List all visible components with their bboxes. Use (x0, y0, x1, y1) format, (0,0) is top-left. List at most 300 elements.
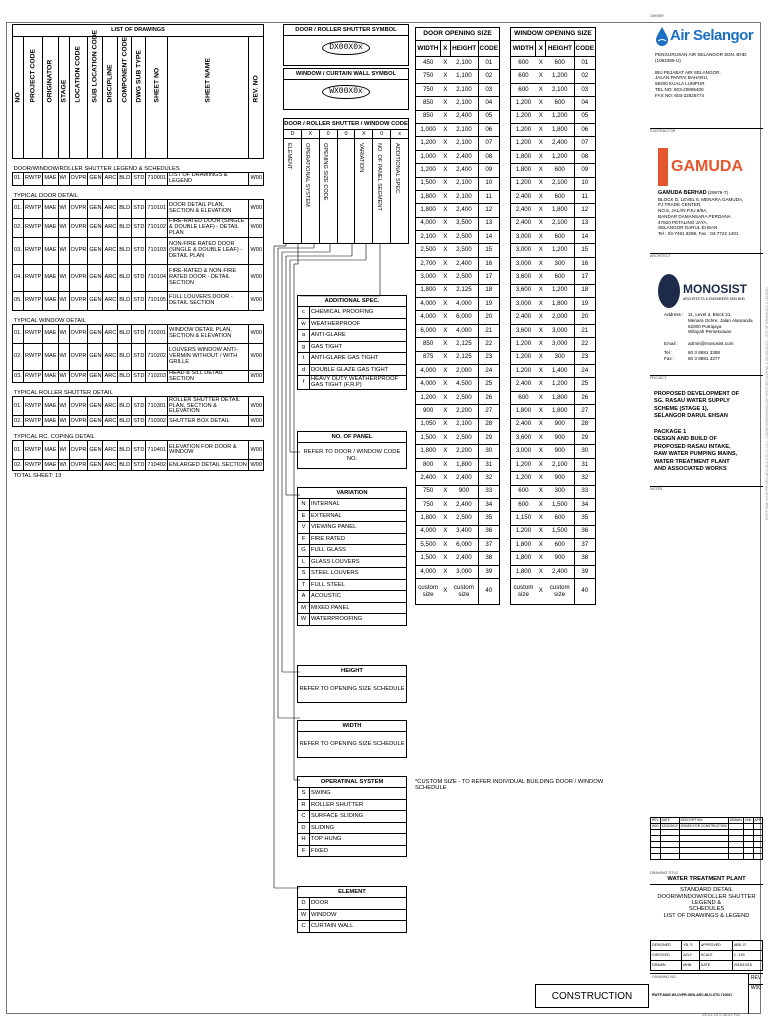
table-row (511, 298, 596, 311)
table-row (511, 57, 596, 70)
window-size-height: 1,500 (546, 525, 574, 538)
list-item (298, 614, 407, 626)
door-size-height: 6,000 (450, 539, 478, 552)
door-size-code: 02 (478, 70, 499, 83)
lod-cell: MAE (43, 460, 58, 471)
table-row (511, 579, 596, 605)
window-size-x: X (536, 244, 546, 257)
window-size-code: 03 (574, 83, 595, 96)
window-size-x: X (536, 498, 546, 511)
list-item (298, 898, 407, 910)
window-size-x: X (536, 485, 546, 498)
lod-section-row (13, 383, 264, 397)
gamuda-mark-icon (658, 148, 668, 186)
code-title: DOOR / ROLLER SHUTTER / WINDOW CODE (284, 119, 408, 130)
code-col (302, 139, 320, 244)
lod-col-header (103, 37, 118, 159)
lod-cell: ENLARGED DETAIL SECTION (168, 460, 249, 471)
door-size-x: X (440, 83, 450, 96)
table-row (416, 485, 500, 498)
window-size-width: 1,200 (511, 123, 536, 136)
window-size-height: 1,800 (546, 298, 574, 311)
window-size-code: 04 (574, 97, 595, 110)
door-size-code: 17 (478, 271, 499, 284)
lod-cell: MAE (43, 218, 58, 237)
window-size-x: X (536, 137, 546, 150)
window-size-width: 1,800 (511, 164, 536, 177)
table-row (511, 83, 596, 96)
window-size-code: 10 (574, 177, 595, 190)
element-key: C (298, 921, 310, 933)
list-item (298, 568, 407, 580)
window-size-width: 1,200 (511, 338, 536, 351)
height-table (297, 665, 407, 703)
contractor-label: CONTRACTOR (650, 129, 676, 134)
window-size-width: 2,400 (511, 311, 536, 324)
lod-cell: WI (58, 199, 69, 218)
window-size-width: 1,800 (511, 539, 536, 552)
window-size-code: 37 (574, 539, 595, 552)
door-size-code: 04 (478, 97, 499, 110)
lod-col-label: PROJECT CODE (29, 48, 37, 103)
lod-cell: 710001 (146, 173, 168, 186)
door-size-x: X (440, 123, 450, 136)
window-size-code: 24 (574, 364, 595, 377)
lod-section-title: TYPICAL DOOR DETAIL (13, 185, 264, 199)
table-row (511, 512, 596, 525)
table-row (511, 324, 596, 337)
lod-cell: HEAD & SILL DETAIL SECTION (168, 370, 249, 383)
door-size-code: 18 (478, 284, 499, 297)
table-row (416, 70, 500, 83)
lod-cell: MAE (43, 199, 58, 218)
door-size-x: X (440, 552, 450, 565)
window-size-height: 1,200 (546, 70, 574, 83)
table-row (416, 190, 500, 203)
code-col-label: OPERATIONAL SYSTEM (304, 143, 311, 207)
lod-cell: ELEVATION FOR DOOR & WINDOW (168, 441, 249, 460)
window-size-height: 1,500 (546, 498, 574, 511)
lod-cell: RWTP (24, 218, 43, 237)
table-row (416, 579, 500, 605)
lod-cell: 05. (13, 291, 24, 310)
door-size-x: X (440, 525, 450, 538)
additional-spec-table (297, 295, 407, 390)
lod-cell: WI (58, 324, 69, 343)
window-size-code: 40 (574, 579, 595, 605)
contractor-line: NO.8, JALAN PJU 8/8A, (658, 208, 708, 214)
lod-cell: 710101 (146, 199, 168, 218)
window-size-x: X (536, 97, 546, 110)
door-size-code: 25 (478, 378, 499, 391)
variation-key: E (298, 510, 310, 522)
window-symbol: WX00X0x (322, 85, 370, 100)
meta-label: SCALE (699, 951, 732, 961)
list-item (298, 799, 407, 811)
drawing-title-block (650, 872, 763, 919)
lod-cell: FULL LOUVERS DOOR - DETAIL SECTION (168, 291, 249, 310)
window-size-width: 3,600 (511, 284, 536, 297)
tel: 60 3 8881 3388 (688, 349, 720, 355)
lod-col-label: ORIGINATOR (46, 59, 54, 103)
table-row (511, 190, 596, 203)
additional-value: ANTI-GLARE (310, 330, 407, 342)
window-size-width: 2,400 (511, 418, 536, 431)
window-size-height: 300 (546, 485, 574, 498)
door-size-height: 2,400 (450, 257, 478, 270)
door-size-x: X (440, 177, 450, 190)
table-row (511, 284, 596, 297)
lod-col-label: NO (14, 92, 22, 103)
door-size-width: 1,200 (416, 391, 441, 404)
table-row (416, 110, 500, 123)
door-size-width: 1,000 (416, 123, 441, 136)
variation-value: FIRE RATED (310, 533, 407, 545)
additional-key: t (298, 353, 310, 365)
list-item (298, 822, 407, 834)
window-size-x: X (536, 190, 546, 203)
window-size-width: 3,600 (511, 431, 536, 444)
lod-cell: GEN (88, 237, 103, 264)
door-size-x: X (440, 458, 450, 471)
door-size-code: 34 (478, 498, 499, 511)
window-size-x: X (536, 445, 546, 458)
window-size-x: X (536, 525, 546, 538)
window-size-x: X (536, 391, 546, 404)
door-size-code: 28 (478, 418, 499, 431)
meta-value: ABD. R (732, 941, 762, 951)
contractor-line: Tel : 03-7491 8288, Fax : 03-7722 1401 (658, 231, 739, 236)
variation-key: S (298, 568, 310, 580)
table-row (416, 565, 500, 578)
variation-table (297, 487, 407, 626)
table-row (416, 137, 500, 150)
door-size-width: 850 (416, 338, 441, 351)
table-row (13, 324, 264, 343)
door-size-height: 2,100 (450, 83, 478, 96)
door-size-width: 1,500 (416, 177, 441, 190)
door-size-width: 1,500 (416, 552, 441, 565)
variation-key: G (298, 545, 310, 557)
window-size-width: 600 (511, 498, 536, 511)
window-size-x: X (536, 418, 546, 431)
table-row (416, 338, 500, 351)
meta-value: MHB (682, 961, 700, 971)
code-col (320, 139, 338, 244)
window-size-code: 39 (574, 565, 595, 578)
window-size-width: 600 (511, 485, 536, 498)
code-col-label: VARIATION (357, 143, 364, 173)
window-symbol-title: WINDOW / CURTAIN WALL SYMBOL (284, 69, 408, 80)
lod-total: TOTAL SHEET: 13 (13, 473, 62, 480)
window-size-height: 900 (546, 472, 574, 485)
lod-section-row (13, 310, 264, 324)
list-item (298, 788, 407, 800)
lod-col-label: COMPONENT CODE (121, 36, 129, 103)
door-size-code: 14 (478, 231, 499, 244)
operational-key: D (298, 822, 310, 834)
door-size-width: 1,800 (416, 284, 441, 297)
window-size-x: X (536, 271, 546, 284)
lod-cell: MAE (43, 416, 58, 427)
lod-cell: DOOR DETAIL PLAN, SECTION & ELEVATION (168, 199, 249, 218)
lod-section-title: DOOR/WINDOW/ROLLER SHUTTER LEGEND & SCHEDULES (13, 159, 264, 173)
door-size-code: 35 (478, 512, 499, 525)
window-size-height: 2,100 (546, 83, 574, 96)
window-size-height: 1,200 (546, 284, 574, 297)
door-size-width: 1,800 (416, 204, 441, 217)
lod-cell: 710105 (146, 291, 168, 310)
door-size-height: custom size (450, 579, 478, 605)
lod-cell: STD (132, 343, 146, 370)
window-size-height: 2,400 (546, 565, 574, 578)
window-size-x: X (536, 458, 546, 471)
lod-col-header (132, 37, 146, 159)
door-size-height: 2,125 (450, 351, 478, 364)
table-row (13, 291, 264, 310)
door-size-width: 4,000 (416, 298, 441, 311)
lod-cell: BLD (118, 199, 132, 218)
window-size-height: 2,400 (546, 137, 574, 150)
additional-value: HEAVY DUTY WEATHERPROOF GAS TIGHT (F.R.P) (310, 376, 407, 390)
table-row (416, 231, 500, 244)
owner-line: PENGURUSAN AIR SELANGOR SDN. BHD. (655, 52, 748, 58)
window-size-height: 300 (546, 257, 574, 270)
table-row (416, 458, 500, 471)
operational-value: ROLLER SHUTTER (310, 799, 407, 811)
lod-cell: 01. (13, 441, 24, 460)
lod-cell: RWTP (24, 416, 43, 427)
table-row (416, 311, 500, 324)
operational-key: R (298, 799, 310, 811)
height-title: HEIGHT (298, 666, 407, 677)
window-size-code: 21 (574, 324, 595, 337)
door-size-width: 750 (416, 498, 441, 511)
lod-cell: LIST OF DRAWINGS & LEGEND (168, 173, 249, 186)
window-size-header: HEIGHT (546, 41, 574, 57)
drawing-title-line: STANDARD DETAIL (680, 887, 733, 894)
door-size-code: 09 (478, 164, 499, 177)
door-size-width: 850 (416, 110, 441, 123)
operational-key: H (298, 834, 310, 846)
window-size-width: 3,000 (511, 298, 536, 311)
door-size-width: 4,000 (416, 378, 441, 391)
owner-logo: Air Selangor (670, 27, 754, 45)
door-size-x: X (440, 271, 450, 284)
lod-cell: BLD (118, 416, 132, 427)
window-size-width: 2,400 (511, 204, 536, 217)
window-size-x: X (536, 311, 546, 324)
door-size-width: 4,000 (416, 217, 441, 230)
window-size-width: 1,800 (511, 150, 536, 163)
project-line: SELANGOR DARUL EHSAN (654, 413, 728, 420)
table-row (511, 364, 596, 377)
door-size-height: 2,125 (450, 284, 478, 297)
lod-cell: 710201 (146, 324, 168, 343)
table-row (511, 418, 596, 431)
door-size-code: 29 (478, 431, 499, 444)
table-row (416, 298, 500, 311)
meta-value: 2018/10/18 (732, 961, 762, 971)
meta-label: CHECKED (651, 951, 682, 961)
size-title-row (416, 28, 500, 41)
lod-cell: W00 (249, 324, 264, 343)
door-size-x: X (440, 164, 450, 177)
window-size-width: custom size (511, 579, 536, 605)
window-size-code: 06 (574, 123, 595, 136)
door-size-height: 2,200 (450, 405, 478, 418)
table-row (416, 472, 500, 485)
door-size-code: 36 (478, 525, 499, 538)
door-size-x: X (440, 351, 450, 364)
window-size-code: 25 (574, 378, 595, 391)
door-size-height: 2,400 (450, 498, 478, 511)
spec-title-row (298, 777, 407, 788)
lod-cell: STD (132, 370, 146, 383)
project-line: AND ASSOCIATED WORKS (654, 466, 727, 473)
window-size-height: 300 (546, 351, 574, 364)
window-size-x: X (536, 83, 546, 96)
table-row (511, 552, 596, 565)
architect-logo: MONOSIST (683, 281, 748, 296)
lod-cell: RWTP (24, 324, 43, 343)
door-size-height: 3,400 (450, 525, 478, 538)
lod-cell: 01. (13, 397, 24, 416)
lod-cell: BLD (118, 218, 132, 237)
window-size-code: 01 (574, 57, 595, 70)
owner-line: FAX NO: 603-22825774 (655, 92, 705, 98)
door-size-code: 06 (478, 123, 499, 136)
monosist-mark-icon (658, 274, 680, 308)
window-size-x: X (536, 565, 546, 578)
lod-cell: ARC (103, 324, 118, 343)
table-row (416, 284, 500, 297)
lod-cell: GEN (88, 460, 103, 471)
spec-title-row (298, 296, 407, 307)
lod-cell: GEN (88, 441, 103, 460)
door-size-height: 2,100 (450, 97, 478, 110)
lod-cell: OVPR (69, 416, 88, 427)
door-size-height: 2,400 (450, 110, 478, 123)
door-size-height: 2,500 (450, 512, 478, 525)
lod-cell: NON-FIRE RATED DOOR (SINGLE & DOUBLE LEAF) - DETAIL PLAN (168, 237, 249, 264)
lod-cell: GEN (88, 264, 103, 291)
window-size-height: 600 (546, 231, 574, 244)
door-size-height: 2,100 (450, 190, 478, 203)
lod-cell: WI (58, 237, 69, 264)
door-size-height: 2,000 (450, 364, 478, 377)
table-row (13, 199, 264, 218)
door-size-x: X (440, 311, 450, 324)
lod-cell: STD (132, 291, 146, 310)
meta-label: DRAWN (651, 961, 682, 971)
variation-title: VARIATION (298, 488, 407, 499)
water-drop-icon (654, 26, 670, 46)
window-size-height: 900 (546, 431, 574, 444)
window-size-header: X (536, 41, 546, 57)
rev-header: DATE (660, 818, 679, 824)
door-symbol-box (283, 24, 409, 66)
window-size-width: 2,400 (511, 190, 536, 203)
lod-cell: ROLLER SHUTTER DETAIL PLAN, SECTION & ELEVATION (168, 397, 249, 416)
additional-key: d (298, 364, 310, 376)
window-size-code: 13 (574, 217, 595, 230)
width-table (297, 720, 407, 758)
door-size-x: X (440, 324, 450, 337)
window-size-code: 26 (574, 391, 595, 404)
door-size-height: 2,100 (450, 123, 478, 136)
additional-key: f (298, 376, 310, 390)
lod-col-label: REV. NO (252, 75, 260, 103)
table-row (13, 343, 264, 370)
door-size-width: 2,100 (416, 231, 441, 244)
lod-section-row (13, 185, 264, 199)
window-size-x: X (536, 284, 546, 297)
additional-key: g (298, 341, 310, 353)
door-size-x: X (440, 418, 450, 431)
table-row (511, 565, 596, 578)
window-size-code: 02 (574, 70, 595, 83)
lod-col-header (43, 37, 58, 159)
door-size-x: X (440, 485, 450, 498)
door-size-width: 5,500 (416, 539, 441, 552)
door-size-width: 750 (416, 70, 441, 83)
lod-col-label: SHEET NO (153, 67, 161, 103)
owner-line: TEL NO: 603-20885400 (655, 86, 704, 92)
window-size-x: X (536, 164, 546, 177)
variation-key: W (298, 614, 310, 626)
window-size-header: WIDTH (511, 41, 536, 57)
table-row (13, 264, 264, 291)
lod-cell: OVPR (69, 199, 88, 218)
element-value: DOOR (310, 898, 407, 910)
window-size-code: 08 (574, 150, 595, 163)
operational-key: F (298, 845, 310, 857)
lod-cell: OVPR (69, 460, 88, 471)
window-size-height: 1,400 (546, 364, 574, 377)
code-col-label: NO. OF PANEL SEGMENT (375, 143, 382, 211)
lod-cell: GEN (88, 218, 103, 237)
door-size-x: X (440, 150, 450, 163)
table-row (416, 83, 500, 96)
meta-label: APPROVED (699, 941, 732, 951)
table-row (416, 539, 500, 552)
table-row (416, 123, 500, 136)
door-size-height: 3,500 (450, 217, 478, 230)
lod-cell: W00 (249, 397, 264, 416)
variation-key: L (298, 556, 310, 568)
architect-label: ARCHITECT (650, 253, 671, 258)
window-size-width: 1,200 (511, 351, 536, 364)
door-size-code: 19 (478, 298, 499, 311)
door-size-code: 38 (478, 552, 499, 565)
door-size-code: 20 (478, 311, 499, 324)
door-size-x: X (440, 338, 450, 351)
drawing-title-label: DRAWING TITLE (650, 871, 678, 875)
window-size-width: 1,800 (511, 405, 536, 418)
door-size-height: 2,500 (450, 231, 478, 244)
element-table (297, 886, 407, 933)
list-item (298, 330, 407, 342)
variation-value: STEEL LOUVERS (310, 568, 407, 580)
additional-title: ADDITIONAL SPEC. (298, 296, 407, 307)
door-size-code: 24 (478, 364, 499, 377)
window-size-height: 1,200 (546, 110, 574, 123)
table-row (511, 485, 596, 498)
lod-cell: W00 (249, 370, 264, 383)
code-col-label: OPENING SIZE CODE (322, 143, 329, 201)
lod-col-header (24, 37, 43, 159)
